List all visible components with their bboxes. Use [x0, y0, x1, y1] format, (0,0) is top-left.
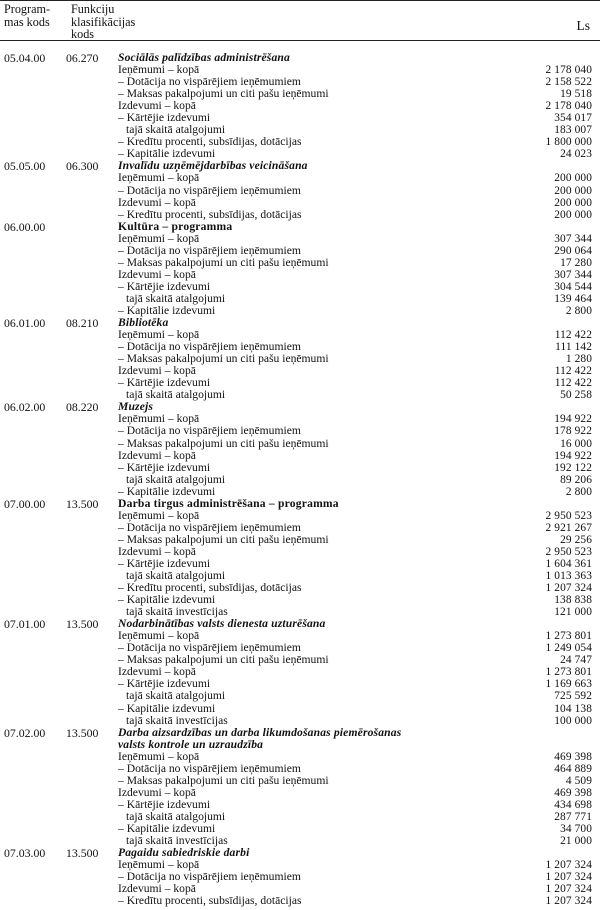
- row-label: – Kapitālie izdevumi: [118, 593, 216, 607]
- row-label: – Kapitālie izdevumi: [118, 701, 216, 715]
- row-amount: 17 280: [560, 256, 592, 269]
- table-row: [0, 703, 600, 715]
- row-amount: 4 509: [565, 774, 592, 787]
- section-title: Darba tirgus administrēšana – programma: [118, 496, 339, 510]
- table-row: [0, 666, 600, 678]
- row-amount: 1 207 324: [545, 895, 592, 908]
- table-row: [0, 558, 600, 570]
- table-row: [0, 546, 600, 558]
- section-title-row: [0, 317, 600, 329]
- row-amount: 1 013 363: [545, 570, 592, 583]
- row-amount: 104 138: [554, 702, 592, 715]
- row-amount: 304 544: [554, 280, 592, 293]
- table-row: [0, 690, 600, 702]
- section-title-row: [0, 52, 600, 64]
- row-label: Izdevumi – kopā: [118, 665, 196, 679]
- row-label: – Kārtējie izdevumi: [118, 677, 211, 691]
- table-row: [0, 534, 600, 546]
- function-code: 13.500: [66, 725, 99, 740]
- row-label: – Maksas pakalpojumi un citi pašu ieņēmumi: [118, 773, 329, 787]
- row-amount: 200 000: [554, 208, 592, 221]
- table-row: [0, 257, 600, 269]
- table-row: [0, 245, 600, 257]
- row-amount: 2 950 523: [545, 509, 592, 522]
- table-row: [0, 799, 600, 811]
- row-amount: 434 698: [554, 798, 592, 811]
- row-amount: 2 178 040: [545, 100, 592, 113]
- row-label: Ieņēmumi – kopā: [118, 412, 200, 426]
- row-label: – Dotācija no vispārējiem ieņēmumiem: [118, 870, 301, 884]
- row-amount: 725 592: [554, 690, 592, 703]
- function-code: 06.270: [66, 51, 99, 65]
- section-title-row: [0, 727, 600, 739]
- row-amount: 16 000: [560, 437, 592, 450]
- section-title: Bibliotēka: [118, 316, 169, 330]
- function-code: 08.210: [66, 316, 99, 331]
- row-amount: 112 422: [554, 377, 592, 390]
- program-code: 05.04.00: [4, 51, 46, 65]
- table-row: [0, 474, 600, 486]
- row-label: – Dotācija no vispārējiem ieņēmumiem: [118, 243, 301, 257]
- row-label: Ieņēmumi – kopā: [118, 171, 200, 185]
- row-label: Ieņēmumi – kopā: [118, 749, 200, 763]
- row-label: Izdevumi – kopā: [118, 99, 196, 113]
- program-code-header-line: Program-: [4, 2, 51, 16]
- row-label: – Kārtējie izdevumi: [118, 279, 211, 293]
- row-label: Izdevumi – kopā: [118, 364, 196, 378]
- row-amount: 24 023: [560, 148, 592, 161]
- row-amount: 200 000: [554, 196, 592, 209]
- section-title: Pagaidu sabiedriskie darbi: [118, 846, 250, 860]
- table-top-rule: [0, 0, 600, 1]
- row-amount: 307 344: [554, 268, 592, 281]
- row-label: – Kapitālie izdevumi: [118, 822, 216, 835]
- table-row: [0, 185, 600, 197]
- section-title-row: [0, 498, 600, 510]
- function-code: 06.300: [66, 159, 99, 174]
- row-label: Izdevumi – kopā: [118, 267, 196, 281]
- row-label: tajā skaitā atalgojumi: [126, 472, 226, 486]
- section-title-row: [0, 618, 600, 630]
- row-label: tajā skaitā atalgojumi: [126, 569, 226, 583]
- table-row: [0, 823, 600, 835]
- function-code-header-line: Funkciju: [71, 2, 115, 16]
- row-amount: 139 464: [554, 292, 592, 305]
- table-row: [0, 811, 600, 823]
- row-amount: 1 249 054: [545, 642, 592, 655]
- row-label: – Kapitālie izdevumi: [118, 147, 216, 161]
- table-row: [0, 751, 600, 763]
- budget-table-body: [0, 52, 600, 907]
- function-code: 13.500: [66, 617, 99, 632]
- table-row: [0, 438, 600, 450]
- row-amount: 2 158 522: [545, 76, 592, 89]
- row-amount: 290 064: [554, 244, 592, 257]
- table-row: [0, 425, 600, 437]
- section-title: Sociālās palīdzības administrēšana: [118, 51, 290, 64]
- row-label: – Dotācija no vispārējiem ieņēmumiem: [118, 761, 301, 775]
- row-amount: 183 007: [554, 124, 592, 137]
- function-code-header: [71, 3, 141, 41]
- row-label: – Kārtējie izdevumi: [118, 797, 211, 811]
- program-code: 07.00.00: [4, 496, 46, 511]
- function-code-header-line: kods: [71, 27, 95, 41]
- currency-header: Ls: [576, 18, 590, 33]
- row-amount: 469 398: [554, 786, 592, 799]
- row-amount: 178 922: [554, 425, 592, 438]
- row-amount: 21 000: [560, 835, 592, 848]
- row-label: – Maksas pakalpojumi un citi pašu ieņēmumi: [118, 87, 329, 101]
- row-amount: 34 700: [560, 823, 592, 835]
- row-label: – Kārtējie izdevumi: [118, 376, 211, 390]
- row-label: Ieņēmumi – kopā: [118, 328, 200, 342]
- row-label: – Kredītu procenti, subsīdijas, dotācijas: [118, 894, 302, 908]
- row-amount: 469 398: [554, 750, 592, 763]
- row-label: – Maksas pakalpojumi un citi pašu ieņēmumi: [118, 255, 329, 269]
- row-amount: 1 207 324: [545, 582, 592, 595]
- table-row: [0, 462, 600, 474]
- row-amount: 89 206: [560, 473, 592, 486]
- row-label: Ieņēmumi – kopā: [118, 858, 200, 872]
- program-code: 06.01.00: [4, 316, 46, 331]
- row-amount: 200 000: [554, 184, 592, 197]
- row-amount: 138 838: [554, 594, 592, 607]
- table-row: [0, 654, 600, 666]
- row-amount: 1 207 324: [545, 859, 592, 872]
- section-title-row: [0, 847, 600, 859]
- row-amount: 24 747: [560, 654, 592, 667]
- row-amount: 464 889: [554, 762, 592, 775]
- table-row: [0, 112, 600, 124]
- table-row: [0, 269, 600, 281]
- row-label: tajā skaitā atalgojumi: [126, 123, 226, 137]
- row-label: tajā skaitā atalgojumi: [126, 291, 226, 305]
- table-row: [0, 450, 600, 462]
- row-amount: 2 178 040: [545, 64, 592, 77]
- row-amount: 50 258: [560, 389, 592, 402]
- row-label: tajā skaitā investīcijas: [126, 713, 228, 727]
- table-row: [0, 281, 600, 293]
- row-label: Izdevumi – kopā: [118, 882, 196, 896]
- table-row: [0, 715, 600, 727]
- table-row: [0, 353, 600, 365]
- table-row: [0, 293, 600, 305]
- row-label: Izdevumi – kopā: [118, 785, 196, 799]
- section-title: valsts kontrole un uzraudzība: [118, 737, 264, 751]
- row-label: – Maksas pakalpojumi un citi pašu ieņēmumi: [118, 653, 329, 667]
- table-row: [0, 678, 600, 690]
- row-label: Izdevumi – kopā: [118, 195, 196, 209]
- row-amount: 2 921 267: [545, 521, 592, 534]
- table-row: [0, 871, 600, 883]
- table-row: [0, 365, 600, 377]
- row-amount: 354 017: [554, 112, 592, 125]
- row-label: – Maksas pakalpojumi un citi pašu ieņēmumi: [118, 532, 329, 546]
- row-label: – Kārtējie izdevumi: [118, 460, 211, 474]
- row-amount: 19 518: [560, 88, 592, 101]
- row-amount: 1 604 361: [545, 557, 592, 570]
- table-row: [0, 582, 600, 594]
- row-amount: 2 800: [565, 485, 592, 498]
- row-label: – Kapitālie izdevumi: [118, 484, 216, 498]
- table-row: [0, 172, 600, 184]
- table-row: [0, 377, 600, 389]
- program-code: 06.00.00: [4, 219, 46, 234]
- table-row: [0, 895, 600, 907]
- row-label: – Dotācija no vispārējiem ieņēmumiem: [118, 340, 301, 354]
- row-label: – Dotācija no vispārējiem ieņēmumiem: [118, 183, 301, 197]
- row-amount: 1 207 324: [545, 871, 592, 884]
- table-row: [0, 775, 600, 787]
- row-label: tajā skaitā atalgojumi: [126, 388, 226, 402]
- row-label: tajā skaitā atalgojumi: [126, 809, 226, 823]
- table-row: [0, 136, 600, 148]
- row-amount: 111 142: [555, 341, 592, 354]
- row-label: – Dotācija no vispārējiem ieņēmumiem: [118, 641, 301, 655]
- row-label: Ieņēmumi – kopā: [118, 629, 200, 643]
- program-code-header: [4, 3, 66, 28]
- row-label: – Dotācija no vispārējiem ieņēmumiem: [118, 424, 301, 438]
- row-amount: 121 000: [554, 606, 592, 619]
- row-label: – Kredītu procenti, subsīdijas, dotācijas: [118, 207, 302, 221]
- row-label: Ieņēmumi – kopā: [118, 63, 200, 77]
- row-amount: 194 922: [554, 449, 592, 462]
- row-label: Ieņēmumi – kopā: [118, 231, 200, 245]
- section-title-row: [0, 221, 600, 233]
- row-label: Ieņēmumi – kopā: [118, 508, 200, 522]
- program-code-header-line: mas kods: [4, 14, 50, 29]
- row-amount: 1 273 801: [545, 630, 592, 643]
- row-amount: 287 771: [554, 810, 592, 823]
- row-amount: 1 207 324: [545, 883, 592, 896]
- row-label: – Kapitālie izdevumi: [118, 303, 216, 317]
- row-label: – Kredītu procenti, subsīdijas, dotācijas: [118, 581, 302, 595]
- section-title: Muzejs: [118, 400, 154, 414]
- row-label: tajā skaitā investīcijas: [126, 834, 228, 848]
- section-title-row: [0, 160, 600, 172]
- program-code: 07.02.00: [4, 725, 46, 740]
- row-amount: 194 922: [554, 413, 592, 426]
- table-row: [0, 763, 600, 775]
- row-label: – Dotācija no vispārējiem ieņēmumiem: [118, 520, 301, 534]
- row-amount: 29 256: [560, 533, 592, 546]
- section-title: Nodarbinātības valsts dienesta uzturēšana: [118, 617, 326, 631]
- row-label: – Maksas pakalpojumi un citi pašu ieņēmumi: [118, 352, 329, 366]
- header-rule: [0, 40, 600, 41]
- row-amount: 2 950 523: [545, 545, 592, 558]
- table-row: [0, 486, 600, 498]
- function-code-header-line: klasifikācijas: [71, 14, 136, 29]
- section-title-row: [0, 401, 600, 413]
- row-amount: 1 169 663: [545, 678, 592, 691]
- row-amount: 1 273 801: [545, 666, 592, 679]
- function-code: 08.220: [66, 400, 99, 415]
- row-amount: 100 000: [554, 714, 592, 727]
- row-amount: 1 800 000: [545, 136, 592, 149]
- table-row: [0, 233, 600, 245]
- row-amount: 1 280: [565, 353, 592, 366]
- table-row: [0, 88, 600, 100]
- row-label: Izdevumi – kopā: [118, 544, 196, 558]
- row-label: tajā skaitā investīcijas: [126, 605, 228, 619]
- row-amount: 112 422: [554, 365, 592, 378]
- table-row: [0, 197, 600, 209]
- row-amount: 192 122: [554, 461, 592, 474]
- row-amount: 307 344: [554, 232, 592, 245]
- row-amount: 200 000: [554, 172, 592, 185]
- row-label: – Kredītu procenti, subsīdijas, dotācijas: [118, 135, 302, 149]
- row-label: – Dotācija no vispārējiem ieņēmumiem: [118, 75, 301, 89]
- program-code: 06.02.00: [4, 400, 46, 415]
- program-code: 07.01.00: [4, 617, 46, 632]
- function-code: 13.500: [66, 496, 99, 511]
- row-label: – Kārtējie izdevumi: [118, 556, 211, 570]
- program-code: 05.05.00: [4, 159, 46, 174]
- section-title-row: [0, 739, 600, 751]
- row-label: – Kārtējie izdevumi: [118, 111, 211, 125]
- section-title: Invalīdu uzņēmējdarbības veicināšana: [118, 159, 308, 173]
- table-row: [0, 594, 600, 606]
- section-title: Darba aizsardzības un darba likumdošanas piemērošanas: [118, 725, 402, 739]
- table-row: [0, 100, 600, 112]
- section-title: Kultūra – programma: [118, 219, 233, 233]
- function-code: 13.500: [66, 846, 99, 861]
- row-label: tajā skaitā atalgojumi: [126, 689, 226, 703]
- row-amount: 2 800: [565, 304, 592, 317]
- row-label: – Maksas pakalpojumi un citi pašu ieņēmumi: [118, 436, 329, 450]
- row-amount: 112 422: [554, 329, 592, 342]
- table-row: [0, 209, 600, 221]
- row-label: Izdevumi – kopā: [118, 448, 196, 462]
- program-code: 07.03.00: [4, 846, 46, 861]
- table-row: [0, 787, 600, 799]
